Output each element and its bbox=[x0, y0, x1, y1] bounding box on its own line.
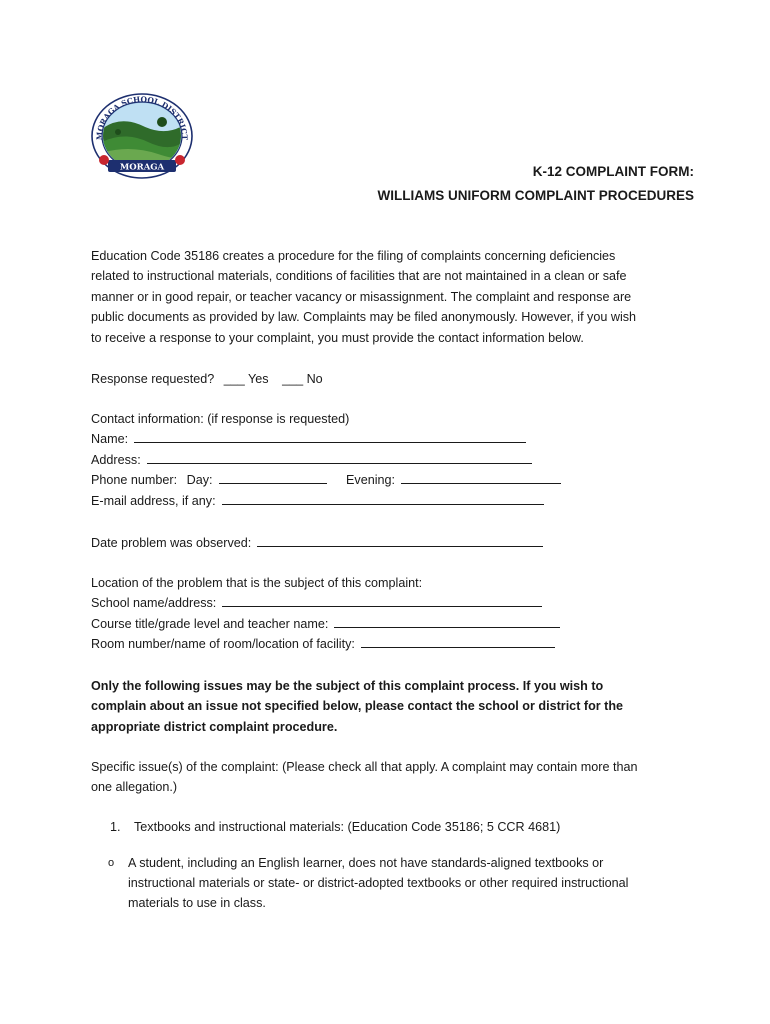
issue-checkbox-item[interactable] bbox=[108, 853, 708, 913]
contact-section bbox=[91, 409, 701, 511]
intro-line: Education Code 35186 creates a procedure for the filing of complaints concerning deficiencies bbox=[91, 249, 616, 263]
issue-item-1 bbox=[110, 817, 560, 837]
apple-icon bbox=[99, 155, 109, 165]
email-label: E-mail address, if any: bbox=[91, 493, 216, 508]
intro-line: public documents as provided by law. Complaints may be filed anonymously. However, if you wish bbox=[91, 310, 637, 325]
day-label: Day: bbox=[186, 473, 213, 488]
course-field[interactable] bbox=[334, 614, 560, 628]
intro-line: to receive a response to your complaint, you must provide the contact information below. bbox=[91, 330, 584, 345]
day-phone-field[interactable] bbox=[219, 470, 327, 484]
course-row bbox=[91, 614, 701, 634]
date-observed-row bbox=[91, 533, 701, 553]
name-field[interactable] bbox=[134, 429, 526, 443]
specific-issues-paragraph bbox=[91, 757, 701, 798]
form-title bbox=[378, 160, 695, 208]
response-requested-row bbox=[91, 369, 701, 389]
notice-line: Only the following issues may be the subject of this complaint process. If you wish to bbox=[91, 679, 604, 693]
name-label: Name: bbox=[91, 432, 129, 447]
phone-label: Phone number: bbox=[91, 473, 178, 488]
bullet-line: instructional materials or state- or district-adopted textbooks or other required instructional bbox=[128, 876, 629, 890]
checkbox-marker-icon[interactable]: o bbox=[108, 857, 115, 869]
evening-label: Evening: bbox=[346, 473, 396, 488]
notice-line: appropriate district complaint procedure. bbox=[91, 719, 338, 734]
apple-icon bbox=[175, 155, 185, 165]
title-line-1: K-12 COMPLAINT FORM: bbox=[532, 164, 694, 179]
school-row bbox=[91, 593, 701, 613]
location-heading: Location of the problem that is the subject of this complaint: bbox=[91, 576, 423, 590]
address-row bbox=[91, 450, 701, 470]
email-field[interactable] bbox=[222, 491, 544, 505]
school-label: School name/address: bbox=[91, 596, 217, 611]
phone-row bbox=[91, 470, 701, 490]
intro-paragraph bbox=[91, 246, 701, 348]
specific-line: Specific issue(s) of the complaint: (Please check all that apply. A complaint may contain more than bbox=[91, 760, 638, 774]
room-label: Room number/name of room/location of facility: bbox=[91, 637, 355, 652]
date-label: Date problem was observed: bbox=[91, 536, 252, 550]
location-section bbox=[91, 573, 701, 655]
course-label: Course title/grade level and teacher name: bbox=[91, 616, 329, 631]
address-field[interactable] bbox=[147, 450, 532, 464]
email-row bbox=[91, 491, 701, 511]
bullet-line: materials to use in class. bbox=[128, 896, 266, 910]
intro-line: manner or in good repair, or teacher vacancy or misassignment. The complaint and response are bbox=[91, 289, 632, 304]
logo-banner-text: MORAGA bbox=[119, 162, 165, 173]
address-label: Address: bbox=[91, 452, 141, 467]
evening-phone-field[interactable] bbox=[401, 470, 561, 484]
response-no-option[interactable]: ___ No bbox=[282, 372, 323, 386]
response-label: Response requested? bbox=[91, 372, 215, 386]
logo-top-text: MORAGA SCHOOL DISTRICT bbox=[94, 94, 190, 141]
bullet-line: A student, including an English learner, does not have standards-aligned textbooks or bbox=[128, 856, 604, 870]
issue-text: Textbooks and instructional materials: (Education Code 35186; 5 CCR 4681) bbox=[134, 820, 561, 834]
school-field[interactable] bbox=[222, 593, 542, 607]
response-yes-option[interactable]: ___ Yes bbox=[223, 372, 269, 386]
notice-line: complain about an issue not specified below, please contact the school or district for the bbox=[91, 699, 624, 714]
name-row bbox=[91, 429, 701, 449]
notice-paragraph bbox=[91, 676, 701, 737]
date-field[interactable] bbox=[257, 533, 543, 547]
intro-line: related to instructional materials, conditions of facilities that are not maintained in a clean or safe bbox=[91, 269, 627, 284]
room-field[interactable] bbox=[361, 634, 555, 648]
specific-line: one allegation.) bbox=[91, 780, 178, 795]
title-line-2: WILLIAMS UNIFORM COMPLAINT PROCEDURES bbox=[377, 188, 694, 203]
contact-heading: Contact information: (if response is requested) bbox=[91, 412, 350, 426]
room-row bbox=[91, 634, 701, 654]
moraga-school-district-logo bbox=[88, 92, 196, 184]
issue-number: 1. bbox=[110, 820, 121, 834]
